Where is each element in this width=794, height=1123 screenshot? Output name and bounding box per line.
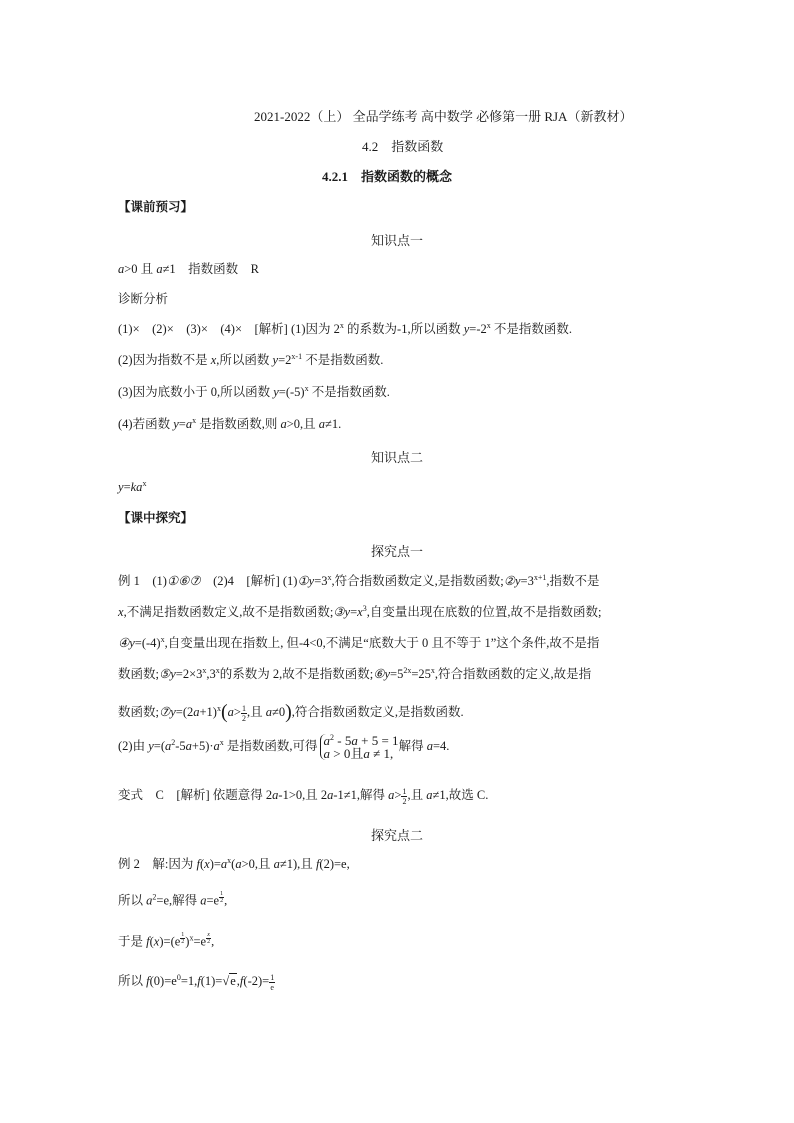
preview-heading: 【课前预习】 (118, 200, 194, 214)
diagnosis-title: 诊断分析 (118, 292, 169, 306)
variant-line: 变式 C [解析] 依题意得 2a-1>0,且 2a-1≠1,解得 a> $\frac{1}{2}$ ,且 a≠1,故选 C. (118, 786, 489, 806)
kp1-answer: a>0 且 a≠1 指数函数 R (118, 262, 260, 276)
section-text: 4.2 指数函数 (362, 139, 444, 154)
knowledge-point-2: 知识点二 (370, 450, 423, 465)
example-2-line-3: 于是 f(x)=(e $^{\frac{1}{2}}$ )$^x$=e $^{\frac{x}{2}}$ , (118, 932, 215, 949)
example-1-line-2: x,不满足指数函数定义,故不是指数函数$;③y=x^3$,自变量出现在底数的位置,故不是指数函数; (118, 604, 602, 619)
document-series-title: 2021-2022（上） 全品学练考 高中数学 必修第一册 RJA（新教材） (254, 109, 633, 124)
example-2-line-4: 所以 $f(0)=e^0=1,f(1)=√e,f(-2)=$ $\frac{1}{e}$ (118, 972, 275, 992)
example-1-line-3: $④y=(-4)^x$,自变量出现在指数上, 但-4<0,不满足“底数大于 0 且不等于 1”这个条件,故不是指 (118, 635, 600, 650)
example-1-line-1: 例 1 (1)①⑥⑦ (2)4 [解析] $(1)①y=3^x$,符合指数函数定义,是指数函数$;②y=3^{x+1}$,指数不是 (118, 573, 600, 588)
explore-point-1: 探究点一 (370, 544, 423, 559)
explore-point-2: 探究点二 (370, 828, 423, 843)
subsection-title (322, 166, 452, 185)
example-1-line-4: 数函数$;⑤y=2\times 3^x,3^x$的系数为 2,故不是指数函数$;⑥y=5^{2x}=25^x$,符合指数函数的定义,故是指 (118, 666, 592, 681)
diagnosis-line-3: (3)因为底数小于 0,所以函数 $y=(-5)^x$ 不是指数函数. (118, 384, 390, 399)
example-2-line-1: 例 2 解:因为 $f(x)=a^x(a>0$,且 a≠1),且 f(2)=e, (118, 856, 350, 871)
knowledge-point-1: 知识点一 (370, 233, 423, 248)
example-2-line-2: 所以 $a^2=e$,解得 a=e $^{\frac{1}{2}}$ , (118, 891, 228, 908)
subsection-text: 4.2.1 指数函数的概念 (322, 169, 453, 184)
example-1-line-6: (2)由 $y=(a^2-5a+5)\cdot a^x$ 是指数函数,可得 $a^2 - 5a + 5 = 1$ a > 0且a ≠ 1,解得 a=4. (118, 733, 450, 762)
inclass-heading: 【课中探究】 (118, 511, 194, 525)
kp2-answer: $y=ka^x$ (118, 479, 147, 494)
section-title (362, 136, 443, 155)
equation-system: $a^2 - 5a + 5 = 1$ a > 0且a ≠ 1, (320, 734, 399, 760)
diagnosis-line-1: (1)× (2)× (3)× (4)× [解析] (1)因为 2$^x$ 的系数为-1,所以函数 $y=-2^x$ 不是指数函数. (118, 321, 572, 336)
example-1-line-5: 数函数$;⑦y=(2a+1)^x(a>$ $\frac{1}{2}$ ,且 a≠0),符合指数函数定义,是指数函数. (118, 701, 464, 723)
diagnosis-line-2: (2)因为指数不是 x,所以函数 $y=2^{x-1}$ 不是指数函数. (118, 352, 384, 367)
diagnosis-marks: (1)× (2)× (3)× (4)× [解析] (118, 322, 288, 336)
diagnosis-line-4: (4)若函数 $y=a^x$ 是指数函数,则 a>0,且 a≠1. (118, 416, 342, 431)
